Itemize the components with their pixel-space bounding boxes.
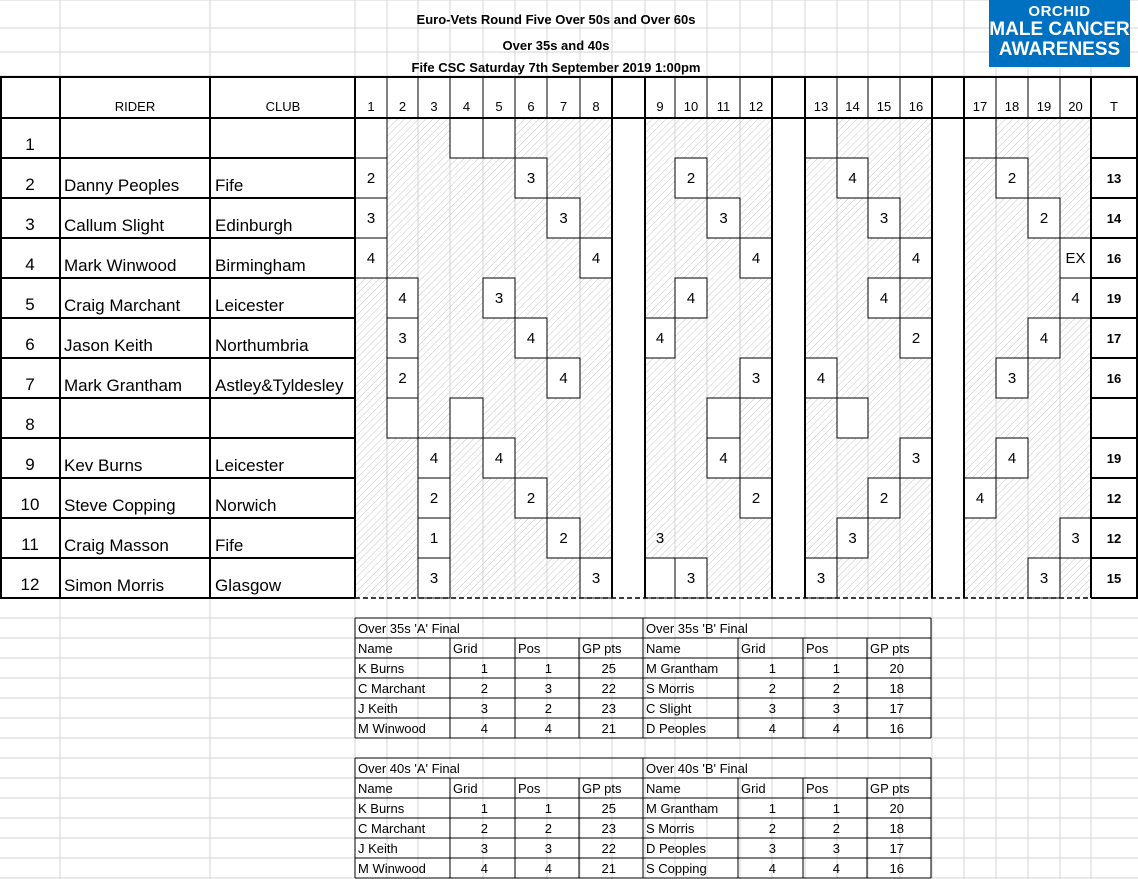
heat-score: 4: [719, 450, 728, 467]
heat-score: EX: [1065, 250, 1086, 267]
rider-total: 17: [1106, 331, 1122, 346]
final-cell: 1: [544, 661, 552, 676]
final-col-header: GP pts: [582, 641, 622, 656]
heat-number-header: 9: [656, 99, 664, 114]
heat-score: 2: [398, 370, 407, 387]
heat-score: 3: [398, 330, 407, 347]
final-cell: 3: [544, 841, 552, 856]
final-col-header: Pos: [518, 641, 541, 656]
rider-name: Craig Masson: [64, 536, 169, 555]
rider-club: Birmingham: [215, 256, 306, 275]
rider-name: Danny Peoples: [64, 176, 180, 195]
heat-number-header: 2: [398, 99, 407, 114]
final-cell: 18: [889, 821, 904, 836]
heat-number-header: 17: [972, 99, 988, 114]
final-cell: 4: [544, 861, 552, 876]
heat-score: 3: [848, 530, 857, 547]
rider-total: 13: [1106, 171, 1122, 186]
rider-club: Fife: [215, 536, 244, 555]
final-cell: 17: [889, 701, 904, 716]
heat-score: 4: [848, 170, 857, 187]
final-table: [355, 758, 643, 878]
final-cell: S Copping: [646, 861, 707, 876]
heat-score: 3: [719, 210, 728, 227]
heat-number-header: 19: [1036, 99, 1052, 114]
heat-score: 2: [751, 490, 761, 507]
rider-total: 16: [1106, 251, 1122, 266]
final-cell: C Marchant: [358, 821, 426, 836]
final-cell: 2: [768, 821, 776, 836]
heat-score: 4: [1007, 450, 1017, 467]
final-title: Over 40s 'B' Final: [646, 761, 748, 776]
final-col-header: GP pts: [870, 781, 910, 796]
heat-score: 4: [879, 290, 889, 307]
final-cell: 2: [480, 681, 488, 696]
heat-score: 3: [591, 570, 601, 587]
score-cell: [387, 398, 418, 438]
rider-club: Norwich: [215, 496, 277, 515]
club-header: CLUB: [265, 99, 301, 114]
sheet-title: Euro-Vets Round Five Over 50s and Over 60s: [416, 12, 696, 27]
final-cell: 2: [832, 681, 840, 696]
final-cell: 2: [480, 821, 488, 836]
heat-number-header: 11: [716, 99, 731, 114]
rider-total: 12: [1106, 531, 1122, 546]
final-cell: M Grantham: [646, 801, 719, 816]
final-cell: 3: [544, 681, 552, 696]
heat-number-header: 12: [748, 99, 764, 114]
heat-number-header: 18: [1004, 99, 1020, 114]
final-cell: 17: [889, 841, 904, 856]
heat-score: 3: [559, 210, 568, 227]
score-cell: [805, 118, 837, 158]
heat-score: 3: [686, 570, 696, 587]
heat-score: 4: [494, 450, 504, 467]
final-cell: 21: [601, 721, 616, 736]
heat-score: 4: [975, 490, 985, 507]
final-cell: 3: [768, 701, 776, 716]
rider-club: Leicester: [215, 296, 284, 315]
heat-score: 4: [911, 250, 921, 267]
final-col-header: Pos: [806, 781, 829, 796]
heat-number-header: 1: [367, 99, 375, 114]
final-cell: C Slight: [646, 701, 692, 716]
heat-score: 2: [879, 490, 889, 507]
rider-number: 2: [25, 175, 35, 194]
score-cell: [450, 118, 483, 158]
final-col-header: Name: [358, 781, 393, 796]
final-cell: 3: [832, 701, 840, 716]
heat-score: 4: [816, 370, 826, 387]
final-col-header: Grid: [453, 781, 478, 796]
final-cell: D Peoples: [646, 841, 706, 856]
final-col-header: Name: [646, 781, 681, 796]
rider-name: Jason Keith: [64, 336, 153, 355]
heat-score: 3: [366, 210, 376, 227]
heat-score: 2: [911, 330, 921, 347]
score-cell: [837, 398, 868, 438]
final-col-header: Grid: [741, 781, 766, 796]
final-cell: 2: [544, 701, 552, 716]
heat-number-header: 14: [845, 99, 860, 114]
score-cell: [707, 398, 740, 438]
heat-score: 3: [1071, 530, 1080, 547]
final-cell: 22: [601, 681, 616, 696]
rider-name: Mark Winwood: [64, 256, 177, 275]
score-cell: [645, 558, 675, 598]
score-cell: [964, 118, 996, 158]
rider-name: Simon Morris: [64, 576, 165, 595]
heat-score: 4: [1039, 330, 1049, 347]
final-cell: C Marchant: [358, 681, 426, 696]
rider-header: RIDER: [114, 99, 156, 114]
heat-score: 4: [366, 250, 376, 267]
rider-total: 12: [1106, 491, 1122, 506]
final-cell: 25: [601, 661, 616, 676]
event-info: Fife CSC Saturday 7th September 2019 1:00pm: [411, 60, 701, 75]
final-title: Over 35s 'B' Final: [646, 621, 748, 636]
final-table: [643, 618, 931, 738]
score-cell: [483, 118, 515, 158]
total-header: T: [1110, 99, 1118, 114]
final-cell: 25: [601, 801, 616, 816]
final-cell: S Morris: [646, 681, 695, 696]
rider-club: Edinburgh: [215, 216, 293, 235]
final-cell: 1: [768, 801, 776, 816]
final-cell: 1: [832, 801, 840, 816]
final-cell: 1: [480, 801, 488, 816]
heat-score: 3: [816, 570, 826, 587]
final-col-header: GP pts: [582, 781, 622, 796]
final-cell: M Grantham: [646, 661, 719, 676]
heat-number-header: 10: [683, 99, 699, 114]
final-cell: 2: [544, 821, 552, 836]
final-cell: 4: [768, 721, 776, 736]
final-cell: 18: [889, 681, 904, 696]
final-cell: D Peoples: [646, 721, 706, 736]
final-cell: 1: [832, 661, 840, 676]
rider-number: 9: [25, 455, 35, 474]
final-cell: 21: [601, 861, 616, 876]
heat-score: 2: [559, 530, 568, 547]
final-cell: J Keith: [358, 841, 398, 856]
heat-score: 2: [526, 490, 536, 507]
orchid-logo: ORCHID MALE CANCER AWARENESS: [989, 0, 1130, 67]
heat-score: 3: [526, 170, 536, 187]
heat-number-header: 6: [527, 99, 535, 114]
heat-number-header: 3: [430, 99, 438, 114]
score-cell: [450, 398, 483, 438]
final-col-header: Grid: [741, 641, 766, 656]
final-cell: 4: [544, 721, 552, 736]
final-cell: 3: [832, 841, 840, 856]
final-table: [643, 758, 931, 878]
final-cell: 16: [889, 721, 904, 736]
final-cell: K Burns: [358, 801, 405, 816]
final-cell: M Winwood: [358, 861, 426, 876]
final-cell: 20: [889, 661, 904, 676]
rider-number: 7: [25, 375, 35, 394]
heat-score: 3: [911, 450, 921, 467]
final-cell: 4: [832, 721, 840, 736]
rider-name: Mark Grantham: [64, 376, 183, 395]
final-cell: 1: [768, 661, 776, 676]
heat-score: 2: [1007, 170, 1017, 187]
rider-name: Steve Copping: [64, 496, 176, 515]
rider-number: 8: [25, 415, 35, 434]
score-cell: [355, 118, 387, 158]
rider-total: 14: [1106, 211, 1122, 226]
final-cell: J Keith: [358, 701, 398, 716]
rider-number: 1: [25, 135, 35, 154]
heat-number-header: 8: [592, 99, 600, 114]
heat-score: 2: [1039, 210, 1049, 227]
heat-score: 3: [429, 570, 439, 587]
rider-number: 3: [25, 215, 35, 234]
heat-score: 4: [429, 450, 439, 467]
final-cell: 23: [601, 701, 616, 716]
rider-club: Leicester: [215, 456, 284, 475]
rider-name: Callum Slight: [64, 216, 165, 235]
final-cell: K Burns: [358, 661, 405, 676]
heat-score: 3: [494, 290, 504, 307]
heat-score: 2: [686, 170, 696, 187]
rider-name: Kev Burns: [64, 456, 143, 475]
sheet-subtitle: Over 35s and 40s: [502, 38, 610, 53]
rider-number: 5: [25, 295, 35, 314]
heat-number-header: 4: [462, 99, 471, 114]
final-col-header: Pos: [806, 641, 829, 656]
final-col-header: Pos: [518, 781, 541, 796]
rider-total: 16: [1106, 371, 1122, 386]
heat-score: 3: [1007, 370, 1017, 387]
heat-number-header: 16: [908, 99, 924, 114]
rider-club: Astley&Tyldesley: [215, 376, 344, 395]
heat-number-header: 7: [559, 99, 568, 114]
rider-number: 4: [25, 255, 35, 274]
final-cell: 1: [544, 801, 552, 816]
heat-score: 3: [1039, 570, 1049, 587]
heat-score: 4: [751, 250, 761, 267]
final-col-header: GP pts: [870, 641, 910, 656]
rider-club: Northumbria: [215, 336, 309, 355]
heat-score: 4: [655, 330, 665, 347]
rider-number: 11: [21, 535, 39, 554]
heat-score: 4: [591, 250, 601, 267]
heat-score: 2: [366, 170, 376, 187]
final-col-header: Name: [646, 641, 681, 656]
rider-name: Craig Marchant: [64, 296, 181, 315]
final-cell: 3: [480, 841, 488, 856]
final-cell: 2: [768, 681, 776, 696]
rider-number: 10: [20, 495, 40, 514]
heat-score: 2: [429, 490, 439, 507]
final-title: Over 35s 'A' Final: [358, 621, 460, 636]
final-cell: 4: [480, 861, 488, 876]
rider-total: 19: [1106, 291, 1122, 306]
final-cell: 3: [480, 701, 488, 716]
final-cell: S Morris: [646, 821, 695, 836]
rider-total: 19: [1106, 451, 1122, 466]
rider-total: 15: [1106, 571, 1122, 586]
heat-number-header: 13: [813, 99, 829, 114]
heat-number-header: 15: [876, 99, 892, 114]
final-cell: 1: [480, 661, 488, 676]
final-col-header: Name: [358, 641, 393, 656]
rider-club: Fife: [215, 176, 244, 195]
final-cell: 3: [768, 841, 776, 856]
heat-score: 4: [686, 290, 696, 307]
heat-score: 4: [526, 330, 536, 347]
final-cell: 4: [832, 861, 840, 876]
final-table: [355, 618, 643, 738]
heat-score: 3: [751, 370, 761, 387]
final-cell: 20: [889, 801, 904, 816]
final-cell: 23: [601, 821, 616, 836]
heat-score: 3: [655, 530, 665, 547]
final-cell: 16: [889, 861, 904, 876]
final-cell: 22: [601, 841, 616, 856]
rider-number: 12: [20, 575, 40, 594]
final-cell: 4: [768, 861, 776, 876]
rider-club: Glasgow: [215, 576, 282, 595]
final-cell: 4: [480, 721, 488, 736]
final-cell: 2: [832, 821, 840, 836]
rider-number: 6: [25, 335, 35, 354]
heat-score: 4: [398, 290, 407, 307]
final-col-header: Grid: [453, 641, 478, 656]
heat-number-header: 20: [1068, 99, 1083, 114]
heat-score: 3: [879, 210, 889, 227]
heat-score: 1: [429, 530, 439, 547]
final-title: Over 40s 'A' Final: [358, 761, 460, 776]
final-cell: M Winwood: [358, 721, 426, 736]
heat-number-header: 5: [495, 99, 503, 114]
heat-score: 4: [1071, 290, 1080, 307]
heat-score: 4: [559, 370, 568, 387]
